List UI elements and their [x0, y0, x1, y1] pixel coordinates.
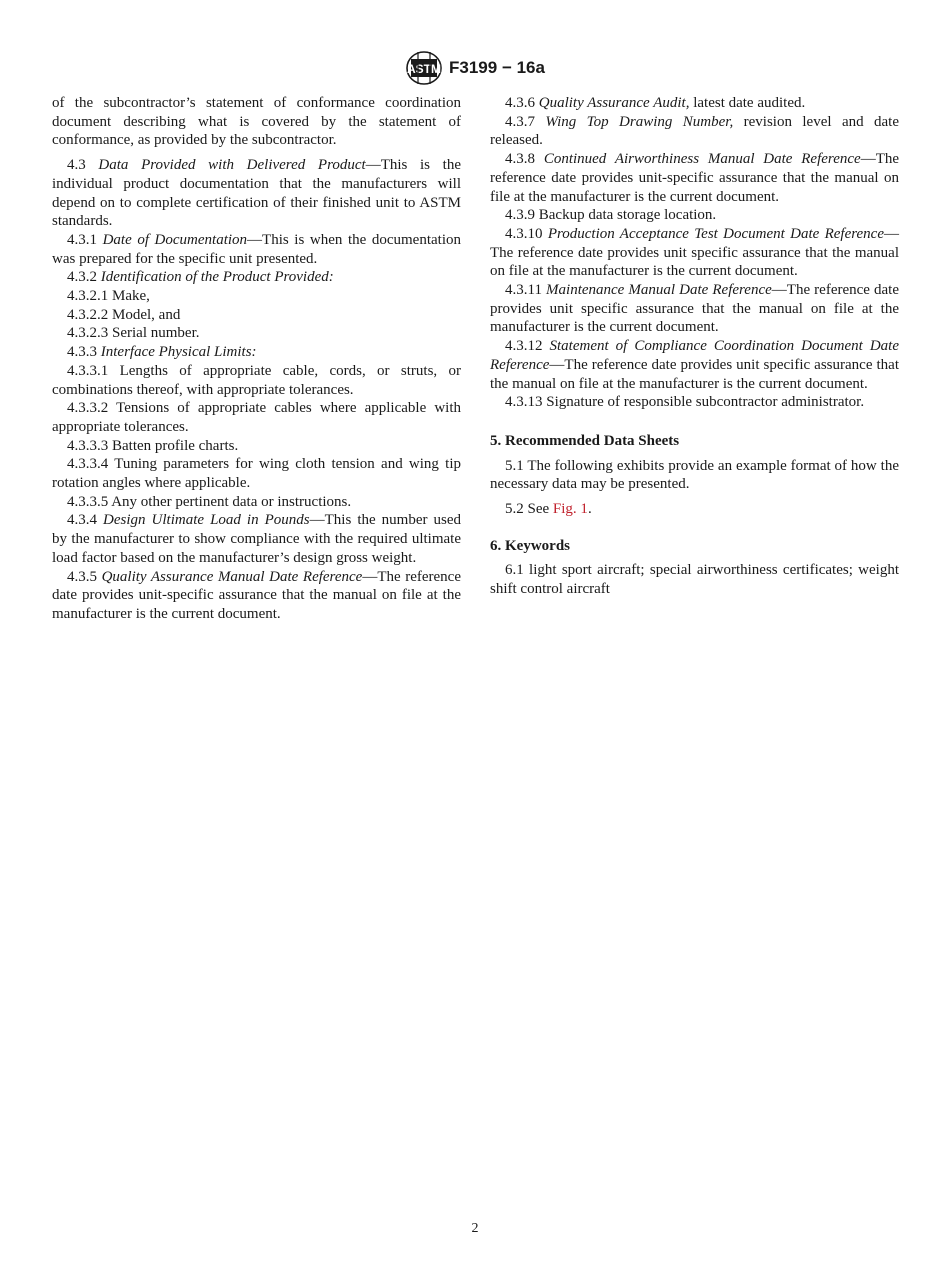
- figure-1-link[interactable]: Fig. 1: [552, 501, 588, 518]
- left-column: [52, 94, 461, 624]
- paragraph-4-3-13: 4.3.13 Signature of responsible subcontractor administrator.: [505, 394, 865, 411]
- paragraph-5-1: 5.1 The following exhibits provide an example format of how the necessary data may be presented.: [490, 457, 899, 493]
- paragraph-4-3-2-3: 4.3.2.3 Serial number.: [67, 325, 200, 342]
- page-header: [0, 50, 950, 86]
- paragraph-4-3-11: 4.3.11 Maintenance Manual Date Reference—The reference date provides unit specific assurance that the manual on file at the manufacturer is the current document.: [490, 282, 900, 336]
- paragraph-4-3-4: 4.3.4 Design Ultimate Load in Pounds—This the number used by the manufacturer to show compliance with the required ultimate load factor based on the manufacturer’s design gross weight.: [52, 512, 462, 566]
- paragraph-4-3-3-5: 4.3.3.5 Any other pertinent data or instructions.: [67, 493, 352, 510]
- section-heading-5: 5. Recommended Data Sheets: [490, 432, 680, 449]
- paragraph-4-3-3-2: 4.3.3.2 Tensions of appropriate cables where applicable with appropriate tolerances.: [52, 400, 461, 435]
- standard-designation: F3199 − 16a: [449, 57, 545, 77]
- paragraph-4-3: 4.3 Data Provided with Delivered Product—This is the individual product documentation that the manufacturers will depend on to complete certification of their finished unit to ASTM standards.: [52, 157, 462, 230]
- paragraph-4-3-2-2: 4.3.2.2 Model, and: [67, 306, 181, 323]
- paragraph-4-3-3-3: 4.3.3.3 Batten profile charts.: [67, 437, 239, 454]
- paragraph-4-3-12: 4.3.12 Statement of Compliance Coordination Document Date Reference—The reference date provides unit specific assurance that the manual on file at the manufacturer is the current document.: [490, 338, 899, 392]
- paragraph-4-3-3-1: 4.3.3.1 Lengths of appropriate cable, cords, or struts, or combinations thereof, with appropriate tolerances.: [52, 362, 461, 398]
- paragraph-4-3-2: 4.3.2 Identification of the Product Provided:: [67, 269, 334, 286]
- paragraph-4-3-2-1: 4.3.2.1 Make,: [67, 288, 150, 305]
- section-heading-6: 6. Keywords: [490, 537, 570, 554]
- paragraph-4-3-3: 4.3.3 Interface Physical Limits:: [67, 344, 257, 361]
- paragraph-continuation: of the subcontractor’s statement of conformance coordination document describing what is covered by the statement of conformance, as provided by the subcontractor.: [52, 95, 461, 149]
- paragraph-6-1: 6.1 light sport aircraft; special airworthiness certificates; weight shift control aircraft: [490, 562, 900, 598]
- paragraph-4-3-6: 4.3.6 Quality Assurance Audit, latest date audited.: [505, 95, 806, 111]
- paragraph-5-2: 5.2 See Fig. 1.: [505, 501, 592, 518]
- paragraph-4-3-9: 4.3.9 Backup data storage location.: [505, 207, 717, 224]
- paragraph-4-3-7: 4.3.7 Wing Top Drawing Number, revision level and date released.: [490, 113, 900, 149]
- paragraph-4-3-10: 4.3.10 Production Acceptance Test Document Date Reference—The reference date provides unit specific assurance that the manual on file at the manufacturer is the current document.: [490, 225, 899, 280]
- paragraph-4-3-3-4: 4.3.3.4 Tuning parameters for wing cloth tension and wing tip rotation angles where applicable.: [52, 456, 461, 492]
- astm-logo-icon: [405, 50, 443, 86]
- paragraph-4-3-5: 4.3.5 Quality Assurance Manual Date Reference—The reference date provides unit-specific assurance that the manual on file at the manufacturer is the current document.: [52, 568, 461, 622]
- paragraph-4-3-8: 4.3.8 Continued Airworthiness Manual Date Reference—The reference date provides unit-specific assurance that the manual on file at the manufacturer is the current document.: [490, 151, 900, 205]
- svg-text:ASTM: ASTM: [407, 62, 442, 76]
- page-number: 2: [471, 1221, 479, 1236]
- paragraph-4-3-1: 4.3.1 Date of Documentation—This is when the documentation was prepared for the specific unit presented.: [52, 231, 461, 267]
- right-column: [490, 94, 899, 599]
